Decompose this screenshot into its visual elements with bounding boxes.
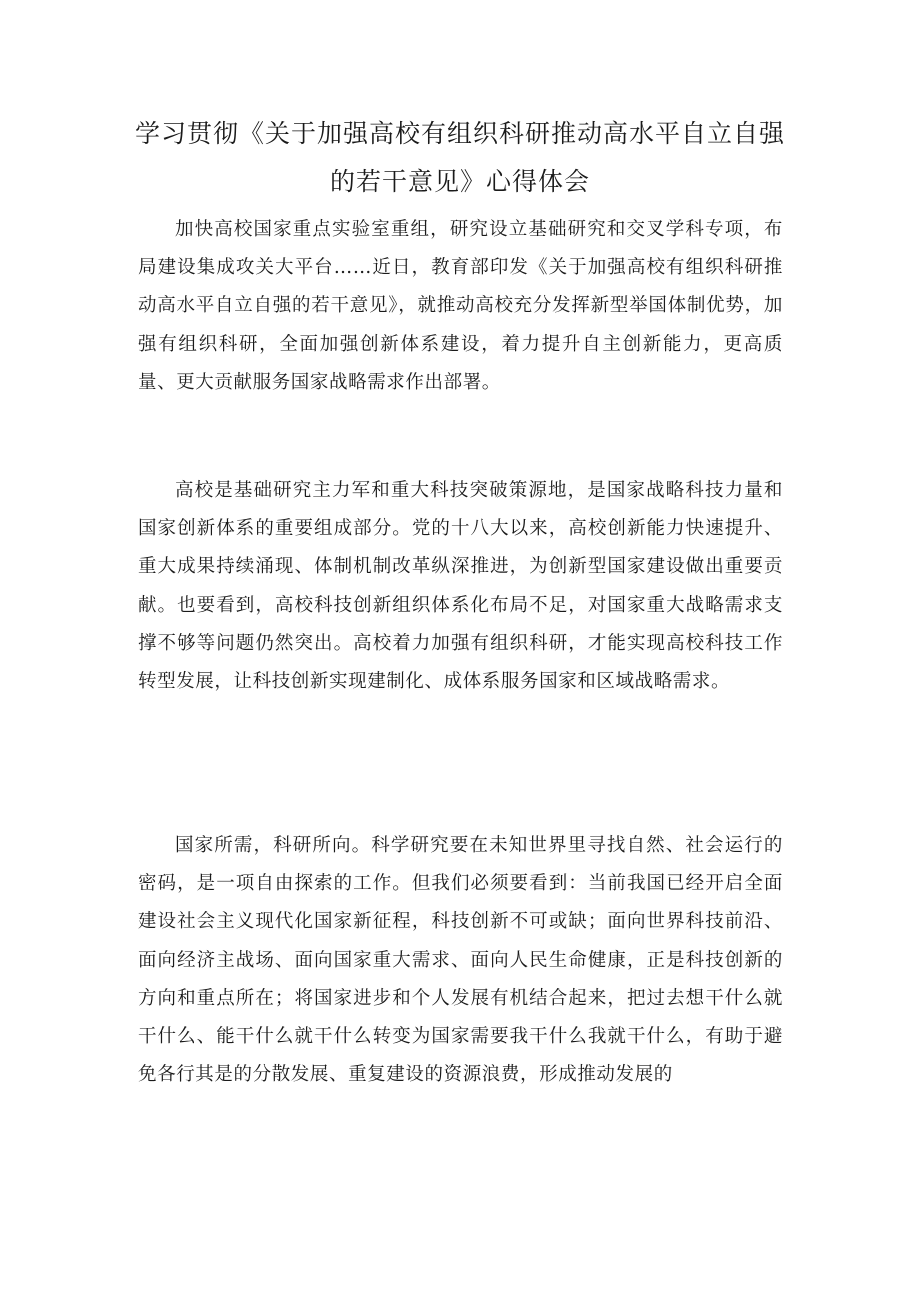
document-title-line-1: 学习贯彻《关于加强高校有组织科研推动高水平自立自强 bbox=[134, 119, 785, 148]
paragraph-3: 国家所需，科研所向。科学研究要在未知世界里寻找自然、社会运行的密码，是一项自由探索的工作。但我们必须要看到：当前我国已经开启全面建设社会主义现代化国家新征程，科技创新不可或缺；面向世界科技前沿、面向经济主战场、面向国家重大需求、面向人民生命健康，正是科技创新的方向和重点所在；将国家进步和个人发展有机结合起来，把过去想干什么就干什么、能干什么就干什么转变为国家需要我干什么我就干什么，有助于避免各行其是的分散发展、重复建设的资源浪费，形成推动发展的 bbox=[138, 835, 783, 1086]
paragraph-1: 加快高校国家重点实验室重组，研究设立基础研究和交叉学科专项，布局建设集成攻关大平台……近日，教育部印发《关于加强高校有组织科研推动高水平自立自强的若干意见》，就推动高校充分发挥新型举国体制优势，加强有组织科研，全面加强创新体系建设，着力提升自主创新能力，更高质量、更大贡献服务国家战略需求作出部署。 bbox=[138, 219, 783, 393]
paragraph-2: 高校是基础研究主力军和重大科技突破策源地，是国家战略科技力量和国家创新体系的重要组成部分。党的十八大以来，高校创新能力快速提升、重大成果持续涌现、体制机制改革纵深推进，为创新型国家建设做出重要贡献。也要看到，高校科技创新组织体系化布局不足，对国家重大战略需求支撑不够等问题仍然突出。高校着力加强有组织科研，才能实现高校科技工作转型发展，让科技创新实现建制化、成体系服务国家和区域战略需求。 bbox=[138, 480, 783, 693]
document-title-line-2: 的若干意见》心得体会 bbox=[329, 167, 590, 196]
